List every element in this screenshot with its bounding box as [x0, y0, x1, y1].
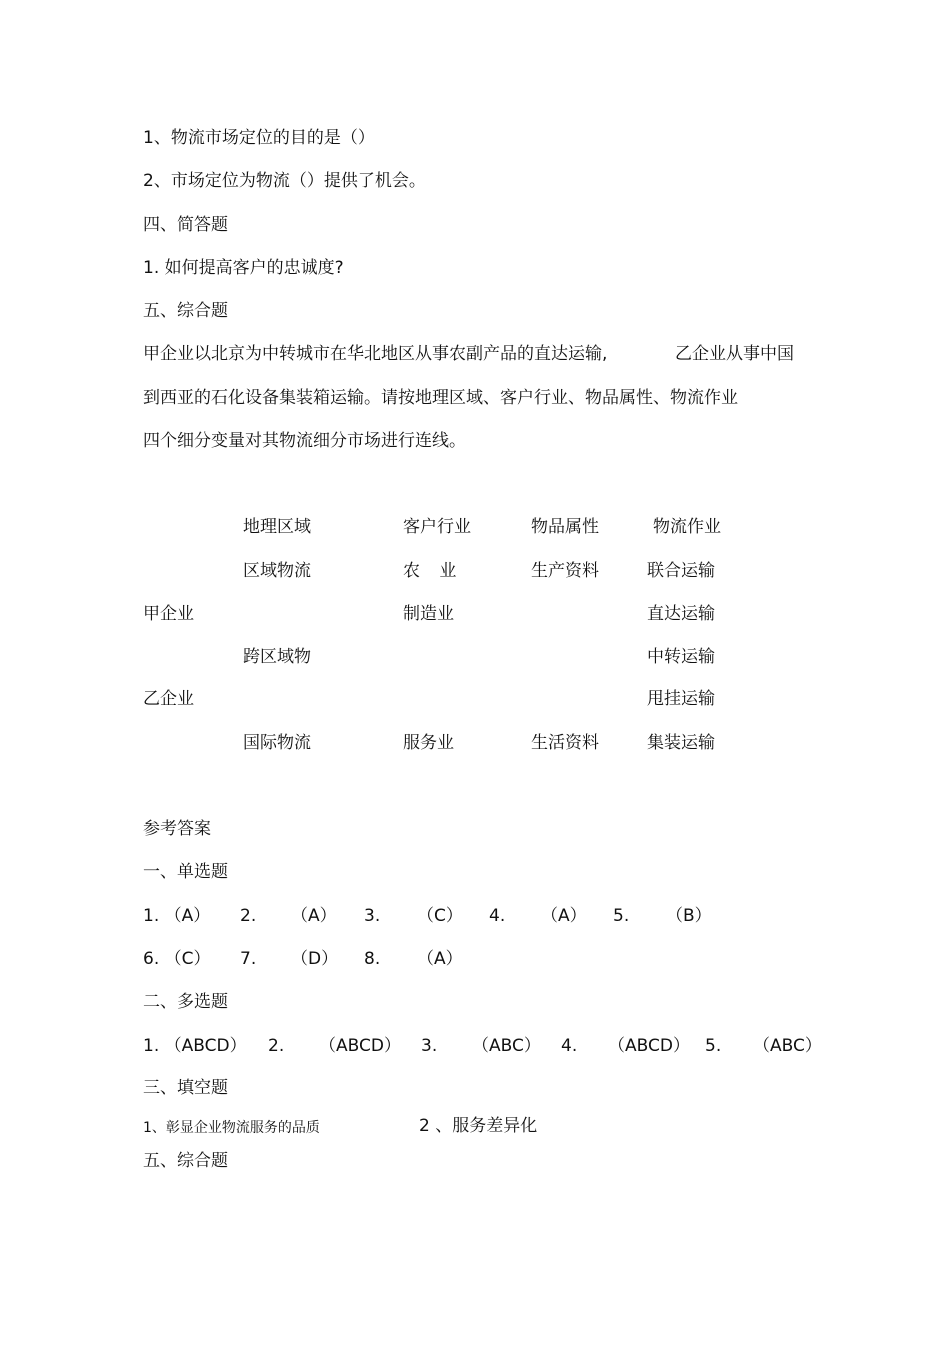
- paragraph-line-1a: 甲企业以北京为中转城市在华北地区从事农副产品的直达运输,: [143, 344, 608, 364]
- multi-number-2: 2.: [268, 1036, 285, 1056]
- attribute-production-materials: 生产资料: [531, 561, 599, 581]
- multi-answer-4: （ABCD）: [608, 1036, 690, 1056]
- single-answer-8: （A）: [417, 949, 463, 969]
- section-heading-comprehensive: 五、综合题: [143, 301, 228, 321]
- single-answer-7: （D）: [291, 949, 339, 969]
- single-number-7: 7.: [240, 949, 257, 969]
- multi-number-4: 4.: [561, 1036, 578, 1056]
- multi-number-3: 3.: [421, 1036, 438, 1056]
- short-answer-question: 1. 如何提高客户的忠诚度?: [143, 258, 344, 278]
- single-answer-4: （A）: [541, 906, 587, 926]
- single-answer-3: （C）: [417, 906, 463, 926]
- industry-agriculture: 农 业: [403, 561, 457, 581]
- single-number-3: 3.: [364, 906, 381, 926]
- comprehensive-answer-heading: 五、综合题: [143, 1151, 228, 1171]
- answers-title: 参考答案: [143, 819, 211, 839]
- section-heading-short-answer: 四、简答题: [143, 215, 228, 235]
- company-jia: 甲企业: [143, 604, 194, 624]
- single-answer-2: （A）: [291, 906, 337, 926]
- single-number-2: 2.: [240, 906, 257, 926]
- geo-regional-logistics: 区域物流: [243, 561, 311, 581]
- single-number-4: 4.: [489, 906, 506, 926]
- multi-answer-3: （ABC）: [472, 1036, 541, 1056]
- multi-answer-5: （ABC）: [753, 1036, 822, 1056]
- fill-blank-answer-1: 1、彰显企业物流服务的品质: [143, 1120, 320, 1136]
- question-1: 1、物流市场定位的目的是（）: [143, 128, 375, 148]
- question-2: 2、市场定位为物流（）提供了机会。: [143, 171, 426, 191]
- operation-combined-transport: 联合运输: [647, 561, 715, 581]
- paragraph-line-3: 四个细分变量对其物流细分市场进行连线。: [143, 431, 466, 451]
- header-geo-region: 地理区域: [243, 517, 311, 537]
- single-answer-6: 6. （C）: [143, 949, 211, 969]
- industry-manufacturing: 制造业: [403, 604, 454, 624]
- single-answer-5: （B）: [666, 906, 712, 926]
- company-yi: 乙企业: [143, 689, 194, 709]
- geo-international-logistics: 国际物流: [243, 733, 311, 753]
- single-number-8: 8.: [364, 949, 381, 969]
- single-choice-heading: 一、单选题: [143, 862, 228, 882]
- multi-choice-heading: 二、多选题: [143, 992, 228, 1012]
- multi-answer-1: 1. （ABCD）: [143, 1036, 247, 1056]
- paragraph-line-2: 到西亚的石化设备集装箱运输。请按地理区域、客户行业、物品属性、物流作业: [143, 388, 738, 408]
- header-customer-industry: 客户行业: [403, 517, 471, 537]
- fill-blank-answer-2: 2 、服务差异化: [419, 1116, 538, 1136]
- operation-drop-and-pull: 甩挂运输: [647, 689, 715, 709]
- single-answer-1: 1. （A）: [143, 906, 211, 926]
- attribute-consumer-goods: 生活资料: [531, 733, 599, 753]
- paragraph-line-1b: 乙企业从事中国: [675, 344, 794, 364]
- operation-container-transport: 集装运输: [647, 733, 715, 753]
- multi-number-5: 5.: [705, 1036, 722, 1056]
- industry-service: 服务业: [403, 733, 454, 753]
- fill-blank-heading: 三、填空题: [143, 1078, 228, 1098]
- single-number-5: 5.: [613, 906, 630, 926]
- geo-cross-regional: 跨区域物: [243, 647, 311, 667]
- header-goods-attribute: 物品属性: [531, 517, 599, 537]
- multi-answer-2: （ABCD）: [319, 1036, 401, 1056]
- operation-direct-transport: 直达运输: [647, 604, 715, 624]
- operation-transit-transport: 中转运输: [647, 647, 715, 667]
- header-logistics-operation: 物流作业: [653, 517, 721, 537]
